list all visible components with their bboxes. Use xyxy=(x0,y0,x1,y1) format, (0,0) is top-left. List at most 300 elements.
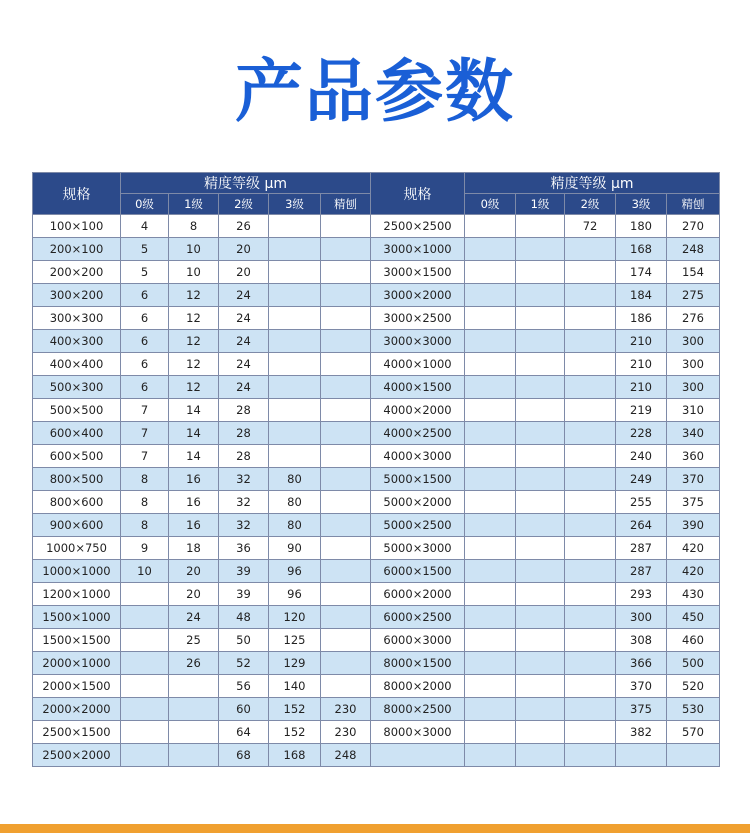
spec-cell: 3000×1000 xyxy=(371,238,465,261)
value-cell: 28 xyxy=(219,399,269,422)
spec-cell: 1200×1000 xyxy=(33,583,121,606)
table-row xyxy=(33,399,720,422)
spec-cell: 900×600 xyxy=(33,514,121,537)
value-cell: 340 xyxy=(667,422,720,445)
value-cell xyxy=(465,606,516,629)
value-cell: 140 xyxy=(269,675,321,698)
value-cell xyxy=(516,468,565,491)
value-cell: 287 xyxy=(616,537,667,560)
value-cell: 8 xyxy=(121,468,169,491)
table-row xyxy=(33,698,720,721)
value-cell: 180 xyxy=(616,215,667,238)
value-cell xyxy=(121,606,169,629)
value-cell xyxy=(321,560,371,583)
value-cell xyxy=(516,537,565,560)
spec-cell: 4000×1500 xyxy=(371,376,465,399)
table-row xyxy=(33,652,720,675)
value-cell xyxy=(565,307,616,330)
value-cell: 68 xyxy=(219,744,269,767)
value-cell xyxy=(565,261,616,284)
spec-cell: 6000×3000 xyxy=(371,629,465,652)
value-cell: 300 xyxy=(616,606,667,629)
value-cell xyxy=(465,353,516,376)
value-cell: 300 xyxy=(667,330,720,353)
value-cell xyxy=(269,330,321,353)
value-cell xyxy=(121,583,169,606)
spec-cell: 1000×1000 xyxy=(33,560,121,583)
spec-cell: 2000×1500 xyxy=(33,675,121,698)
spec-cell: 6000×2500 xyxy=(371,606,465,629)
value-cell: 90 xyxy=(269,537,321,560)
value-cell: 7 xyxy=(121,399,169,422)
value-cell: 520 xyxy=(667,675,720,698)
precision-header: 精度等级 μm xyxy=(121,173,371,194)
value-cell xyxy=(269,238,321,261)
table-row xyxy=(33,560,720,583)
value-cell xyxy=(321,215,371,238)
value-cell: 375 xyxy=(667,491,720,514)
spec-cell: 3000×2500 xyxy=(371,307,465,330)
table-row xyxy=(33,491,720,514)
value-cell: 12 xyxy=(169,284,219,307)
value-cell: 20 xyxy=(219,238,269,261)
table-row xyxy=(33,445,720,468)
value-cell: 80 xyxy=(269,468,321,491)
spec-cell: 8000×3000 xyxy=(371,721,465,744)
value-cell xyxy=(169,744,219,767)
value-cell: 24 xyxy=(169,606,219,629)
value-cell: 26 xyxy=(169,652,219,675)
value-cell: 570 xyxy=(667,721,720,744)
value-cell xyxy=(121,744,169,767)
value-cell xyxy=(565,284,616,307)
footer-accent-bar xyxy=(0,824,750,833)
value-cell: 14 xyxy=(169,399,219,422)
value-cell xyxy=(565,238,616,261)
value-cell xyxy=(516,261,565,284)
spec-cell: 5000×2500 xyxy=(371,514,465,537)
value-cell xyxy=(565,330,616,353)
value-cell xyxy=(516,675,565,698)
value-cell xyxy=(516,215,565,238)
value-cell: 430 xyxy=(667,583,720,606)
table-row xyxy=(33,238,720,261)
value-cell: 48 xyxy=(219,606,269,629)
precision-header: 精度等级 μm xyxy=(465,173,720,194)
value-cell xyxy=(565,353,616,376)
value-cell xyxy=(121,698,169,721)
value-cell xyxy=(465,629,516,652)
value-cell: 129 xyxy=(269,652,321,675)
value-cell xyxy=(465,261,516,284)
value-cell xyxy=(565,606,616,629)
value-cell xyxy=(516,238,565,261)
table-row xyxy=(33,721,720,744)
spec-cell: 3000×1500 xyxy=(371,261,465,284)
value-cell: 168 xyxy=(616,238,667,261)
value-cell xyxy=(516,307,565,330)
value-cell: 210 xyxy=(616,376,667,399)
value-cell xyxy=(465,583,516,606)
value-cell: 10 xyxy=(121,560,169,583)
value-cell: 420 xyxy=(667,560,720,583)
spec-cell: 8000×2000 xyxy=(371,675,465,698)
value-cell: 6 xyxy=(121,330,169,353)
value-cell xyxy=(121,629,169,652)
value-cell xyxy=(565,583,616,606)
value-cell xyxy=(516,422,565,445)
spec-cell: 8000×1500 xyxy=(371,652,465,675)
value-cell xyxy=(269,284,321,307)
value-cell: 64 xyxy=(219,721,269,744)
spec-header: 规格 xyxy=(371,173,465,215)
value-cell: 26 xyxy=(219,215,269,238)
value-cell xyxy=(321,675,371,698)
value-cell: 24 xyxy=(219,307,269,330)
value-cell: 287 xyxy=(616,560,667,583)
value-cell xyxy=(321,629,371,652)
value-cell: 310 xyxy=(667,399,720,422)
spec-header: 规格 xyxy=(33,173,121,215)
value-cell: 366 xyxy=(616,652,667,675)
value-cell: 276 xyxy=(667,307,720,330)
table-row xyxy=(33,606,720,629)
value-cell: 168 xyxy=(269,744,321,767)
table-row xyxy=(33,675,720,698)
spec-cell: 6000×2000 xyxy=(371,583,465,606)
grade-header: 3级 xyxy=(269,194,321,215)
value-cell xyxy=(321,652,371,675)
spec-cell: 1500×1000 xyxy=(33,606,121,629)
page-title: 产品参数 xyxy=(234,53,515,132)
value-cell xyxy=(465,744,516,767)
value-cell xyxy=(269,422,321,445)
spec-cell: 400×400 xyxy=(33,353,121,376)
table-row xyxy=(33,744,720,767)
spec-cell: 300×200 xyxy=(33,284,121,307)
value-cell: 230 xyxy=(321,721,371,744)
spec-cell: 600×500 xyxy=(33,445,121,468)
value-cell: 24 xyxy=(219,284,269,307)
value-cell: 8 xyxy=(121,491,169,514)
spec-cell: 4000×1000 xyxy=(371,353,465,376)
product-parameter-table xyxy=(32,172,720,767)
value-cell: 210 xyxy=(616,330,667,353)
value-cell: 52 xyxy=(219,652,269,675)
value-cell: 154 xyxy=(667,261,720,284)
value-cell: 390 xyxy=(667,514,720,537)
grade-header: 1级 xyxy=(169,194,219,215)
value-cell xyxy=(565,468,616,491)
value-cell: 24 xyxy=(219,376,269,399)
value-cell: 7 xyxy=(121,445,169,468)
spec-cell: 300×300 xyxy=(33,307,121,330)
value-cell xyxy=(616,744,667,767)
spec-cell: 400×300 xyxy=(33,330,121,353)
value-cell: 184 xyxy=(616,284,667,307)
value-cell: 12 xyxy=(169,353,219,376)
value-cell: 125 xyxy=(269,629,321,652)
value-cell xyxy=(269,215,321,238)
value-cell: 6 xyxy=(121,284,169,307)
value-cell xyxy=(516,353,565,376)
value-cell: 120 xyxy=(269,606,321,629)
value-cell: 5 xyxy=(121,238,169,261)
value-cell xyxy=(516,698,565,721)
value-cell xyxy=(269,376,321,399)
value-cell: 7 xyxy=(121,422,169,445)
value-cell: 80 xyxy=(269,491,321,514)
value-cell xyxy=(465,675,516,698)
table-row xyxy=(33,376,720,399)
spec-cell: 500×300 xyxy=(33,376,121,399)
value-cell xyxy=(269,445,321,468)
value-cell: 72 xyxy=(565,215,616,238)
value-cell xyxy=(565,445,616,468)
value-cell: 25 xyxy=(169,629,219,652)
value-cell xyxy=(465,307,516,330)
value-cell xyxy=(321,491,371,514)
value-cell: 28 xyxy=(219,422,269,445)
spec-cell: 8000×2500 xyxy=(371,698,465,721)
value-cell: 450 xyxy=(667,606,720,629)
spec-cell: 3000×3000 xyxy=(371,330,465,353)
value-cell: 370 xyxy=(616,675,667,698)
spec-cell: 2000×2000 xyxy=(33,698,121,721)
value-cell xyxy=(321,284,371,307)
value-cell: 96 xyxy=(269,560,321,583)
table-body xyxy=(33,215,720,767)
table-row xyxy=(33,353,720,376)
spec-cell: 3000×2000 xyxy=(371,284,465,307)
value-cell xyxy=(465,376,516,399)
value-cell xyxy=(321,514,371,537)
value-cell: 460 xyxy=(667,629,720,652)
spec-cell: 200×200 xyxy=(33,261,121,284)
value-cell: 264 xyxy=(616,514,667,537)
value-cell: 14 xyxy=(169,422,219,445)
value-cell: 530 xyxy=(667,698,720,721)
value-cell xyxy=(269,399,321,422)
value-cell xyxy=(465,399,516,422)
grade-header: 2级 xyxy=(565,194,616,215)
value-cell: 8 xyxy=(121,514,169,537)
value-cell xyxy=(169,721,219,744)
value-cell xyxy=(565,422,616,445)
value-cell xyxy=(321,583,371,606)
value-cell: 186 xyxy=(616,307,667,330)
value-cell xyxy=(121,652,169,675)
value-cell: 240 xyxy=(616,445,667,468)
value-cell xyxy=(321,238,371,261)
value-cell: 370 xyxy=(667,468,720,491)
value-cell: 50 xyxy=(219,629,269,652)
value-cell xyxy=(565,560,616,583)
table-row xyxy=(33,468,720,491)
value-cell: 56 xyxy=(219,675,269,698)
spec-cell: 4000×3000 xyxy=(371,445,465,468)
value-cell: 10 xyxy=(169,261,219,284)
value-cell: 249 xyxy=(616,468,667,491)
value-cell: 16 xyxy=(169,514,219,537)
value-cell xyxy=(516,330,565,353)
value-cell: 382 xyxy=(616,721,667,744)
spec-cell: 800×500 xyxy=(33,468,121,491)
value-cell: 39 xyxy=(219,560,269,583)
table-row xyxy=(33,629,720,652)
value-cell: 18 xyxy=(169,537,219,560)
value-cell: 32 xyxy=(219,468,269,491)
value-cell xyxy=(465,698,516,721)
value-cell: 248 xyxy=(667,238,720,261)
value-cell: 39 xyxy=(219,583,269,606)
value-cell: 210 xyxy=(616,353,667,376)
value-cell xyxy=(321,353,371,376)
value-cell: 14 xyxy=(169,445,219,468)
value-cell: 152 xyxy=(269,698,321,721)
value-cell xyxy=(565,629,616,652)
table-row xyxy=(33,514,720,537)
value-cell xyxy=(321,445,371,468)
value-cell xyxy=(321,468,371,491)
spec-cell: 4000×2000 xyxy=(371,399,465,422)
value-cell: 5 xyxy=(121,261,169,284)
value-cell xyxy=(565,698,616,721)
table-row xyxy=(33,583,720,606)
value-cell: 80 xyxy=(269,514,321,537)
spec-cell: 1500×1500 xyxy=(33,629,121,652)
value-cell xyxy=(269,307,321,330)
value-cell xyxy=(516,514,565,537)
value-cell: 12 xyxy=(169,307,219,330)
value-cell xyxy=(565,514,616,537)
grade-header: 0级 xyxy=(465,194,516,215)
value-cell xyxy=(465,721,516,744)
value-cell xyxy=(667,744,720,767)
value-cell xyxy=(465,330,516,353)
value-cell xyxy=(121,675,169,698)
value-cell xyxy=(516,629,565,652)
value-cell: 20 xyxy=(169,583,219,606)
value-cell: 16 xyxy=(169,468,219,491)
value-cell: 28 xyxy=(219,445,269,468)
value-cell xyxy=(516,744,565,767)
spec-cell: 5000×3000 xyxy=(371,537,465,560)
value-cell: 24 xyxy=(219,330,269,353)
value-cell: 300 xyxy=(667,353,720,376)
value-cell xyxy=(516,652,565,675)
value-cell xyxy=(321,261,371,284)
value-cell: 9 xyxy=(121,537,169,560)
value-cell: 360 xyxy=(667,445,720,468)
value-cell xyxy=(516,583,565,606)
value-cell: 8 xyxy=(169,215,219,238)
value-cell: 152 xyxy=(269,721,321,744)
value-cell xyxy=(321,307,371,330)
value-cell: 16 xyxy=(169,491,219,514)
spec-cell: 2500×2000 xyxy=(33,744,121,767)
value-cell xyxy=(565,675,616,698)
spec-cell: 2000×1000 xyxy=(33,652,121,675)
value-cell xyxy=(465,422,516,445)
value-cell xyxy=(465,514,516,537)
value-cell: 12 xyxy=(169,330,219,353)
spec-cell: 5000×1500 xyxy=(371,468,465,491)
value-cell xyxy=(321,606,371,629)
value-cell xyxy=(516,606,565,629)
value-cell: 6 xyxy=(121,376,169,399)
table-row xyxy=(33,330,720,353)
value-cell xyxy=(169,675,219,698)
value-cell: 308 xyxy=(616,629,667,652)
value-cell: 32 xyxy=(219,514,269,537)
value-cell: 300 xyxy=(667,376,720,399)
value-cell xyxy=(465,284,516,307)
spec-cell: 5000×2000 xyxy=(371,491,465,514)
value-cell: 32 xyxy=(219,491,269,514)
value-cell xyxy=(169,698,219,721)
spec-cell: 600×400 xyxy=(33,422,121,445)
value-cell: 270 xyxy=(667,215,720,238)
value-cell: 219 xyxy=(616,399,667,422)
grade-header: 精刨 xyxy=(321,194,371,215)
spec-cell: 2500×2500 xyxy=(371,215,465,238)
grade-header: 精刨 xyxy=(667,194,720,215)
value-cell: 248 xyxy=(321,744,371,767)
value-cell xyxy=(121,721,169,744)
spec-cell: 2500×1500 xyxy=(33,721,121,744)
spec-cell: 1000×750 xyxy=(33,537,121,560)
value-cell xyxy=(516,491,565,514)
value-cell xyxy=(516,445,565,468)
value-cell: 420 xyxy=(667,537,720,560)
value-cell: 6 xyxy=(121,307,169,330)
value-cell xyxy=(465,652,516,675)
value-cell xyxy=(465,491,516,514)
table-row xyxy=(33,284,720,307)
table-row xyxy=(33,422,720,445)
spec-cell: 4000×2500 xyxy=(371,422,465,445)
value-cell xyxy=(516,376,565,399)
value-cell: 228 xyxy=(616,422,667,445)
value-cell: 6 xyxy=(121,353,169,376)
value-cell xyxy=(565,652,616,675)
spec-cell: 200×100 xyxy=(33,238,121,261)
value-cell xyxy=(465,537,516,560)
table-row xyxy=(33,261,720,284)
value-cell xyxy=(565,537,616,560)
value-cell xyxy=(565,399,616,422)
value-cell: 96 xyxy=(269,583,321,606)
value-cell xyxy=(269,261,321,284)
grade-header: 0级 xyxy=(121,194,169,215)
spec-cell: 800×600 xyxy=(33,491,121,514)
value-cell: 255 xyxy=(616,491,667,514)
value-cell: 500 xyxy=(667,652,720,675)
grade-header: 3级 xyxy=(616,194,667,215)
value-cell xyxy=(516,284,565,307)
value-cell: 20 xyxy=(219,261,269,284)
value-cell xyxy=(321,399,371,422)
spec-cell: 6000×1500 xyxy=(371,560,465,583)
value-cell xyxy=(516,560,565,583)
table-row xyxy=(33,307,720,330)
value-cell xyxy=(565,491,616,514)
grade-header: 2级 xyxy=(219,194,269,215)
value-cell: 60 xyxy=(219,698,269,721)
value-cell xyxy=(321,330,371,353)
value-cell xyxy=(465,560,516,583)
